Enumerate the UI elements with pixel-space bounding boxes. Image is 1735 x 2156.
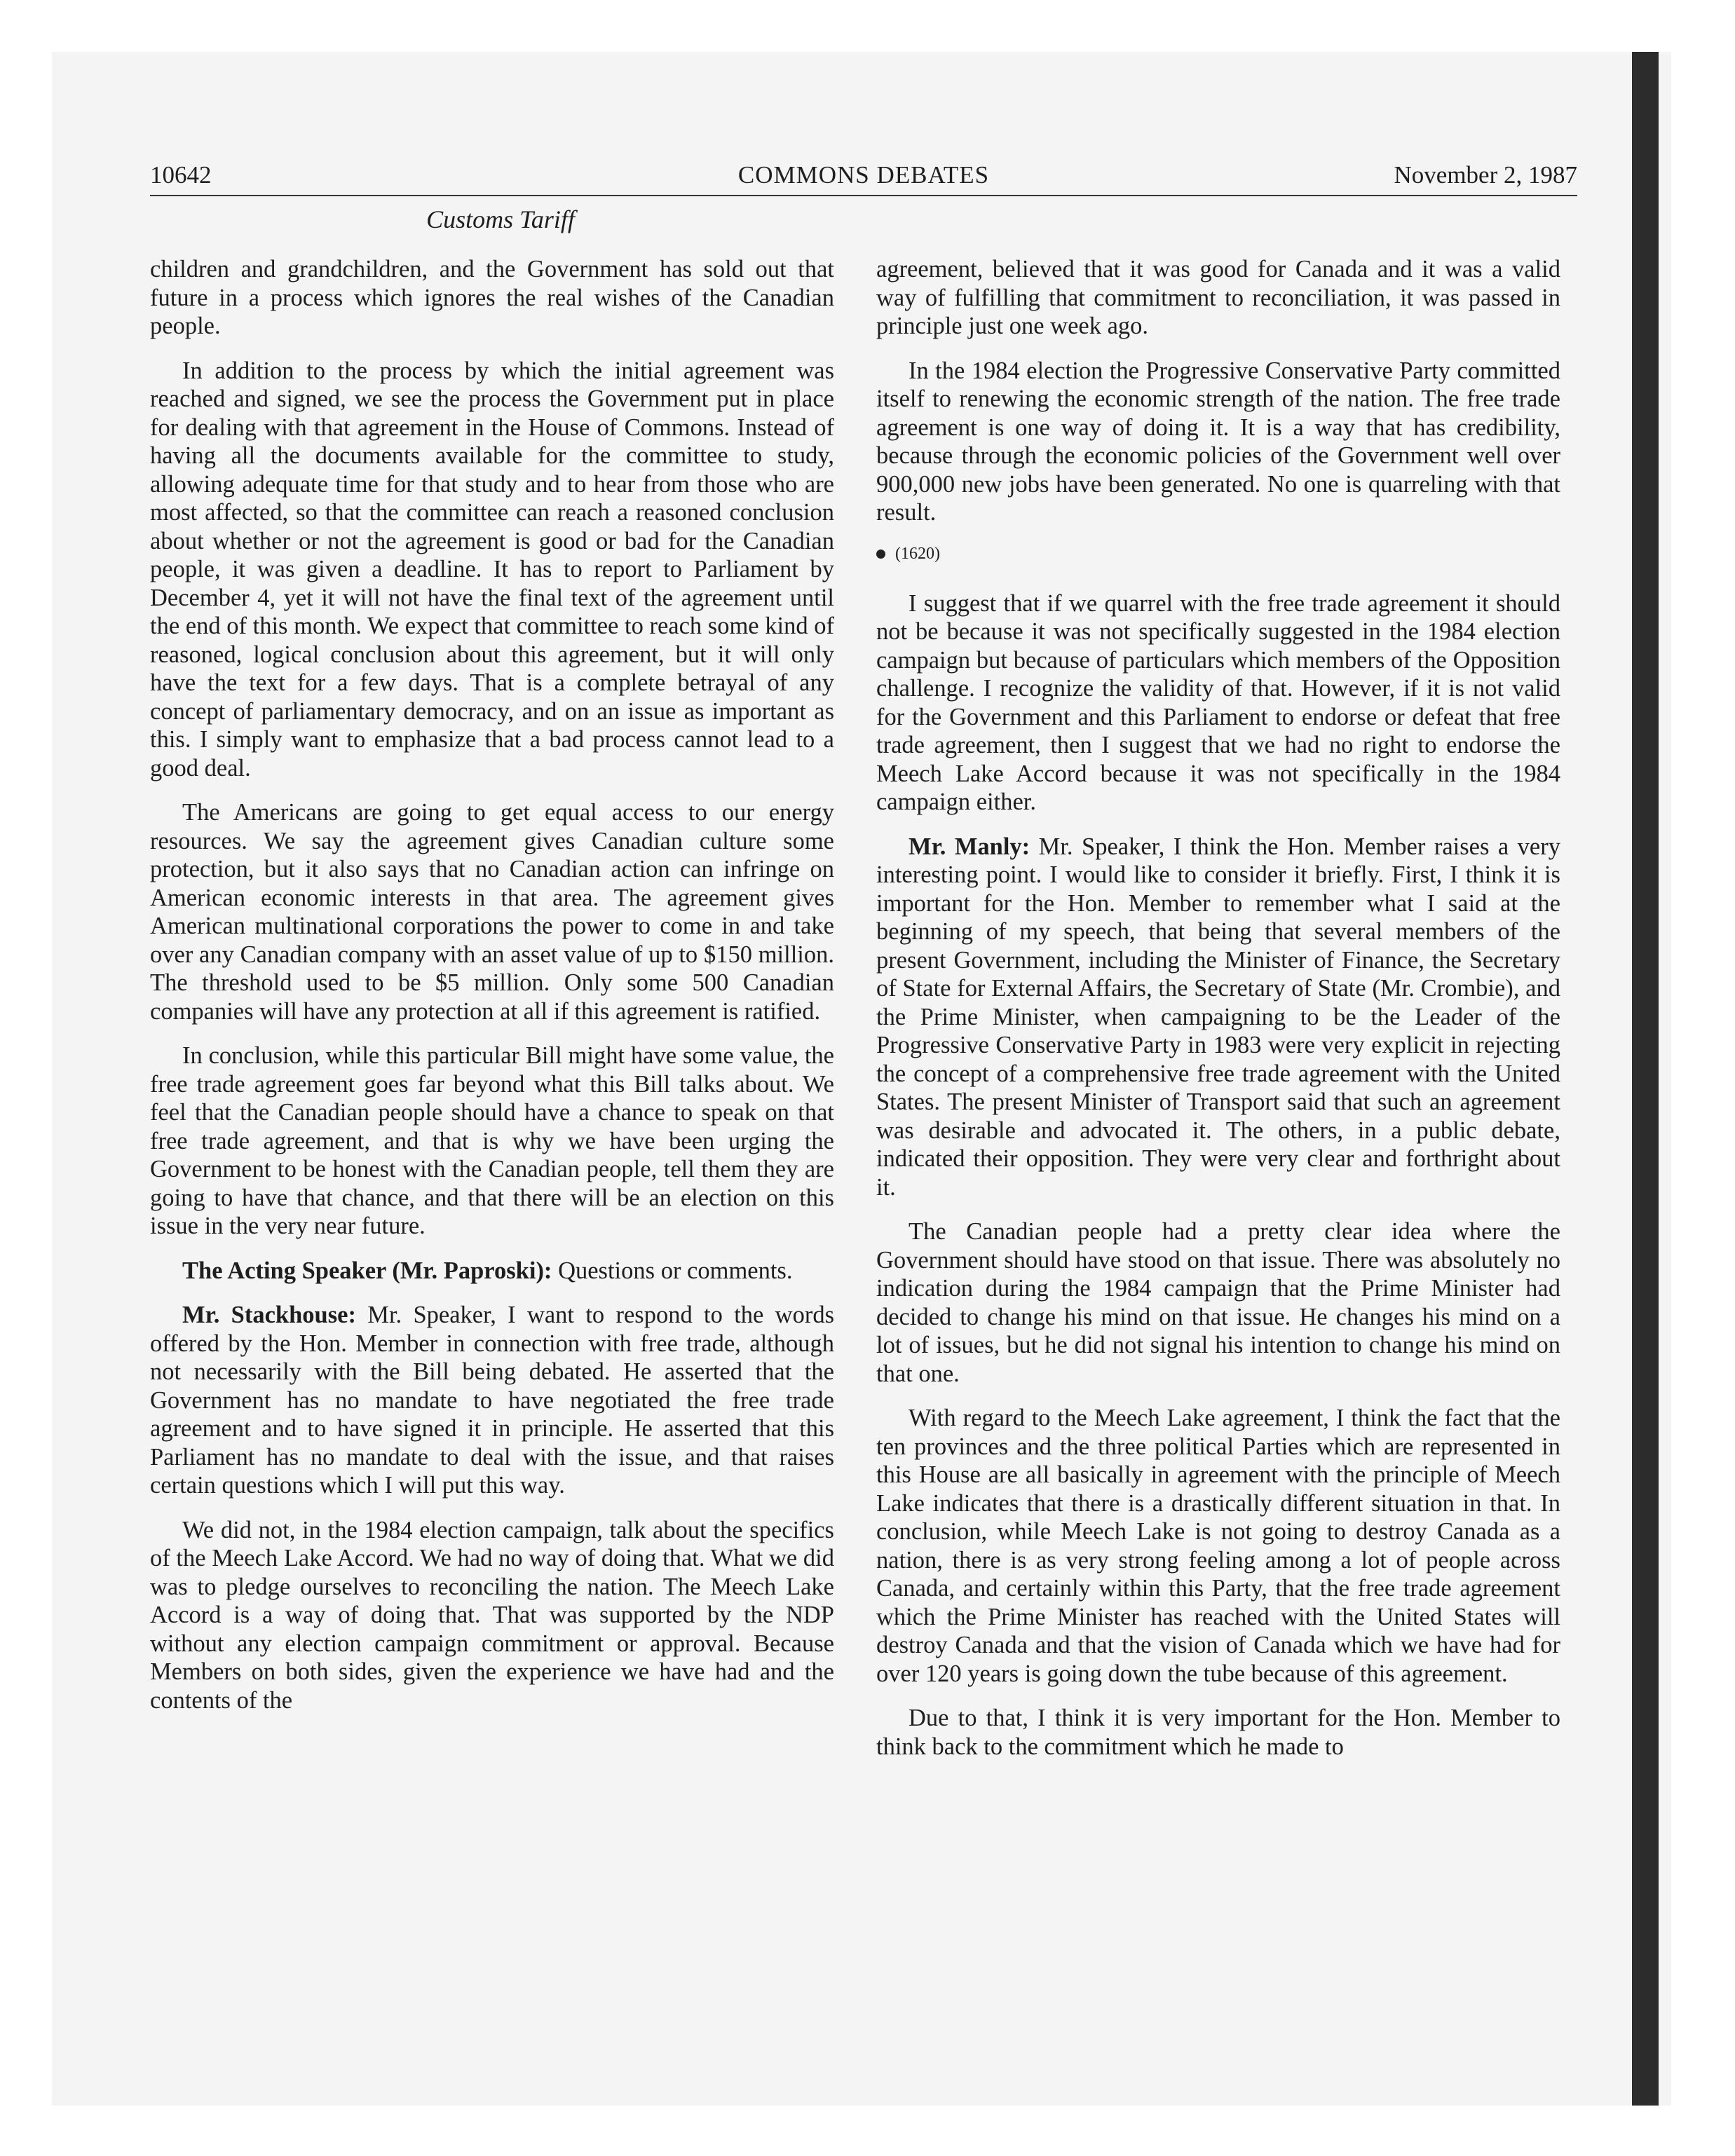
paragraph: In addition to the process by which the initial agreement was reached and signed, we see the process the Government put in place for dealing with that agreement in the House of Commons. Instead of having all the documents available for the committee to study, allowing adequate time for that study and to hear from those who are most affected, so that the committee can reach a reasoned conclusion about whether or not the agreement is good or bad for the Canadian people, it was given a deadline. It has to report to Parliament by December 4, yet it will not have the final text of the agreement until the end of this month. We expect that committee to reach some kind of reasoned, logical conclusion about this agreement, but it will only have the text for a few days. That is a complete betrayal of any concept of parliamentary democracy, and on an issue as important as this. I simply want to emphasize that a bad process cannot lead to a good deal. — [150, 357, 834, 782]
speech-paragraph — [876, 833, 1560, 1202]
paragraph: In conclusion, while this particular Bill might have some value, the free trade agreement goes far beyond what this Bill talks about. We feel that the Canadian people should have a chance to speak on that free trade agreement, and that is why we have been urging the Government to be honest with the Canadian people, tell them they are going to have that chance, and that there will be an election on this issue in the very near future. — [150, 1042, 834, 1239]
publication-date: November 2, 1987 — [1394, 161, 1577, 189]
bullet-icon — [876, 550, 885, 559]
paragraph: Due to that, I think it is very important for the Hon. Member to think back to the commitment which he made to — [876, 1705, 1560, 1760]
page-header — [150, 161, 1577, 195]
paragraph: agreement, believed that it was good for Canada and it was a valid way of fulfilling that commitment to reconciliation, it was passed in principle just one week ago. — [876, 256, 1560, 339]
speech-text: Questions or comments. — [558, 1257, 793, 1284]
paragraph: The Americans are going to get equal access to our energy resources. We say the agreement gives Canadian culture some protection, but it also says that no Canadian action can infringe on American economic interests in that area. The agreement gives American multinational corporations the power to come in and take over any Canadian company with an asset value of up to $150 million. The threshold used to be $5 million. Only some 500 Canadian companies will have any protection at all if this agreement is ratified. — [150, 799, 834, 1025]
right-column — [876, 255, 1560, 1777]
speech-text: Mr. Speaker, I want to respond to the words offered by the Hon. Member in connection with free trade, although not necessarily with the Bill being debated. He asserted that the Government has no mandate to have negotiated the free trade agreement and to have signed it in principle. He asserted that this Parliament has no mandate to deal with the issue, and that raises certain questions which I will put this way. — [150, 1302, 834, 1499]
page-number: 10642 — [150, 161, 212, 189]
paragraph: In the 1984 election the Progressive Conservative Party committed itself to renewing the economic strength of the nation. The free trade agreement is one way of doing it. It is a way that has credibility, because through the economic policies of the Government well over 900,000 new jobs have been generated. No one is quarreling with that result. — [876, 357, 1560, 526]
speaker-name: The Acting Speaker (Mr. Paproski): — [182, 1257, 552, 1284]
paragraph: The Canadian people had a pretty clear idea where the Government should have stood on that issue. There was absolutely no indication during the 1984 campaign that the Prime Minister had decided to change his mind on that issue. He changes his mind on a lot of issues, but he did not signal his intention to change his mind on that one. — [876, 1218, 1560, 1387]
header-rule — [150, 195, 1577, 196]
speech-text: Mr. Speaker, I think the Hon. Member raises a very interesting point. I would like to consider it briefly. First, I think it is important for the Hon. Member to remember what I said at the beginning of my speech, that being that several members of the present Government, including the Minister of Finance, the Secretary of State for External Affairs, the Secretary of State (Mr. Crombie), and the Prime Minister, when campaigning to be the Leader of the Progressive Conservative Party in 1983 were very explicit in rejecting the concept of a comprehensive free trade agreement with the United States. The present Minister of Transport said that such an agreement was desirable and advocated it. The others, in a public debate, indicated their opposition. They were very clear and forthright about it. — [876, 833, 1560, 1201]
time-marker-text: (1620) — [895, 544, 940, 563]
paragraph: children and grandchildren, and the Government has sold out that future in a process which ignores the real wishes of the Canadian people. — [150, 256, 834, 339]
left-column — [150, 255, 834, 1731]
time-marker — [876, 543, 1560, 564]
paragraph: I suggest that if we quarrel with the free trade agreement it should not be because it was not specifically suggested in the 1984 election campaign but because of particulars which members of the Opposition challenge. I recognize the validity of that. However, if it is not valid for the Government and this Parliament to endorse or defeat that free trade agreement, then I suggest that we had no right to endorse the Meech Lake Accord because it was not specifically in the 1984 campaign either. — [876, 589, 1560, 815]
speech-paragraph — [150, 1257, 834, 1285]
publication-title: COMMONS DEBATES — [737, 161, 990, 189]
subject-heading: Customs Tariff — [426, 205, 575, 233]
paragraph: With regard to the Meech Lake agreement, I think the fact that the ten provinces and the three political Parties which are represented in this House are all basically in agreement with the principle of Meech Lake indicates that there is a drastically different situation in that. In conclusion, while Meech Lake is not going to destroy Canada as a nation, there is as very strong feeling among a lot of people across Canada, and certainly within this Party, that the free trade agreement which the Prime Minister has reached with the United States will destroy Canada and that the vision of Canada which we have had for over 120 years is going down the tube because of this agreement. — [876, 1405, 1560, 1687]
speech-paragraph — [150, 1301, 834, 1500]
speaker-name: Mr. Stackhouse: — [182, 1302, 356, 1328]
speaker-name: Mr. Manly: — [909, 833, 1030, 860]
paragraph: We did not, in the 1984 election campaign, talk about the specifics of the Meech Lake Accord. We had no way of doing that. What we did was to pledge ourselves to reconciling the nation. The Meech Lake Accord is a way of doing that. That was supported by the NDP without any election campaign commitment or approval. Because Members on both sides, given the experience we have had and the contents of the — [150, 1516, 834, 1714]
scan-edge-shadow — [1632, 52, 1659, 2106]
